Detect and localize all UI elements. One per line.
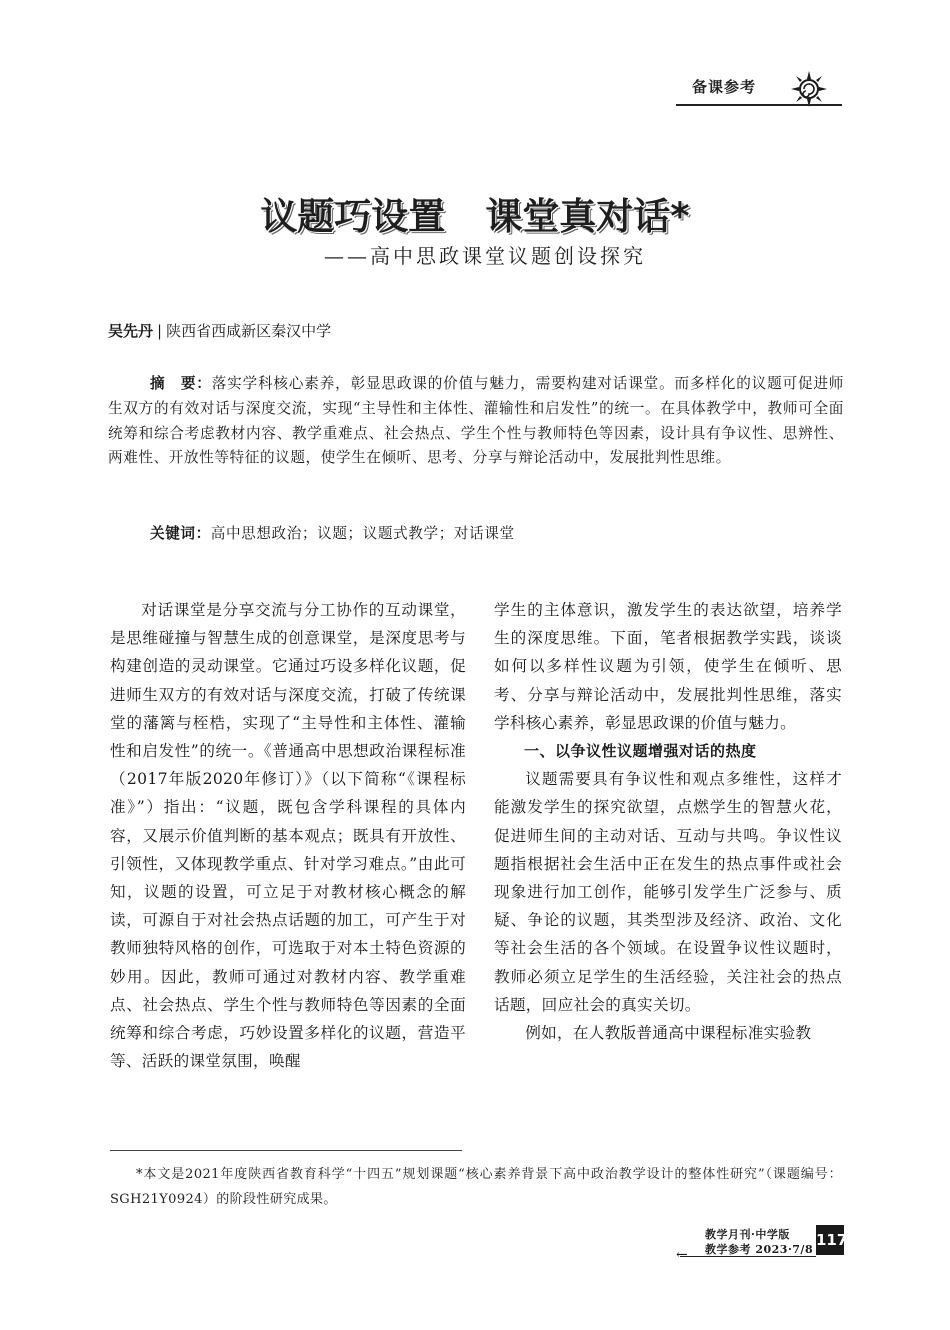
body-left-column <box>110 596 466 1075</box>
section-1-heading: 一、以争议性议题增强对话的热度 <box>524 742 757 761</box>
author-name: 吴先丹 <box>108 322 154 340</box>
body-right-column <box>494 596 842 1047</box>
keywords <box>150 522 515 543</box>
sun-swirl-icon <box>790 70 828 108</box>
section-1-paragraph: 议题需要具有争议性和观点多维性，这样才能激发学生的探究欲望，点燃学生的智慧火花，促进师生间的主动对话、互动与共鸣。争议性议题指根据社会生活中正在发生的热点事件或社会现象进行加工创作，能够引发学生广泛参与、质疑、争论的议题，其类型涉及经济、政治、文化等社会生活的各个领域。在设置争议性议题时，教师必须立足学生的生活经验，关注社会的热点话题，回应社会的真实关切。 <box>494 770 842 1014</box>
intro-continuation: 学生的主体意识，激发学生的表达欲望，培养学生的深度思维。下面，笔者根据教学实践，谈谈如何以多样性议题为引领，使学生在倾听、思考、分享与辩论活动中，发展批判性思维，落实学科核心素养，彰显思政课的价值与魅力。 <box>494 601 842 732</box>
author-line <box>108 320 331 341</box>
footnote: *本文是2021年度陕西省教育科学“十四五”规划课题“核心素养背景下高中政治教学设计的整体性研究”（课题编号：SGH21Y0924）的阶段性研究成果。 <box>110 1167 842 1207</box>
footnote-rule <box>110 1150 462 1151</box>
arrow-left-icon: ← <box>676 1247 688 1263</box>
section-label: 备课参考 <box>692 78 757 96</box>
abstract <box>108 372 844 471</box>
author-affiliation: 陕西省西咸新区秦汉中学 <box>166 322 332 340</box>
journal-issue: 教学参考 2023·7/8 <box>705 1243 814 1256</box>
keywords-text: 高中思想政治；议题；议题式教学；对话课堂 <box>210 525 515 542</box>
title-part-1: 议题巧设置 <box>260 195 446 238</box>
page-number: 117 <box>816 1225 844 1255</box>
keywords-label: 关键词： <box>150 525 211 542</box>
article-title <box>0 186 950 240</box>
author-separator: | <box>157 322 163 340</box>
section-1-paragraph-2: 例如，在人教版普通高中课程标准实验教 <box>525 1024 812 1043</box>
intro-paragraph: 对话课堂是分享交流与分工协作的互动课堂，是思维碰撞与智慧生成的创意课堂，是深度思考与构建创造的灵动课堂。它通过巧设多样化议题，促进师生双方的有效对话与深度交流，打破了传统课堂的藩篱与桎梏，实现了“主导性和主体性、灌输性和启发性”的统一。《普通高中思想政治课程标准（2017年版2020年修订）》（以下简称“《课程标准》”）指出：“议题，既包含学科课程的具体内容，又展示价值判断的基本观点；既具有开放性、引领性，又体现教学重点、针对学习难点。”由此可知，议题的设置，可立足于对教材核心概念的解读，可源自于对社会热点话题的加工，可产生于对教师独特风格的创作，可选取于对本土特色资源的妙用。因此，教师可通过对教材内容、教学重难点、社会热点、学生个性与教师特色等因素的全面统筹和综合考虑，巧妙设置多样化的议题，营造平等、活跃的课堂氛围，唤醒 <box>110 601 466 1071</box>
header-rule <box>676 104 842 106</box>
journal-name: 教学月刊·中学版 <box>705 1228 790 1241</box>
title-part-2: 课堂真对话* <box>485 195 690 238</box>
footer-rule <box>680 1256 816 1257</box>
article-subtitle: ——高中思政课堂议题创设探究 <box>324 244 646 268</box>
abstract-label: 摘 要： <box>150 375 212 392</box>
abstract-text: 落实学科核心素养，彰显思政课的价值与魅力，需要构建对话课堂。而多样化的议题可促进师生双方的有效对话与深度交流，实现“主导性和主体性、灌输性和启发性”的统一。在具体教学中，教师可全面统筹和综合考虑教材内容、教学重难点、社会热点、学生个性与教师特色等因素，设计具有争议性、思辨性、两难性、开放性等特征的议题，使学生在倾听、思考、分享与辩论活动中，发展批判性思维。 <box>108 375 844 467</box>
